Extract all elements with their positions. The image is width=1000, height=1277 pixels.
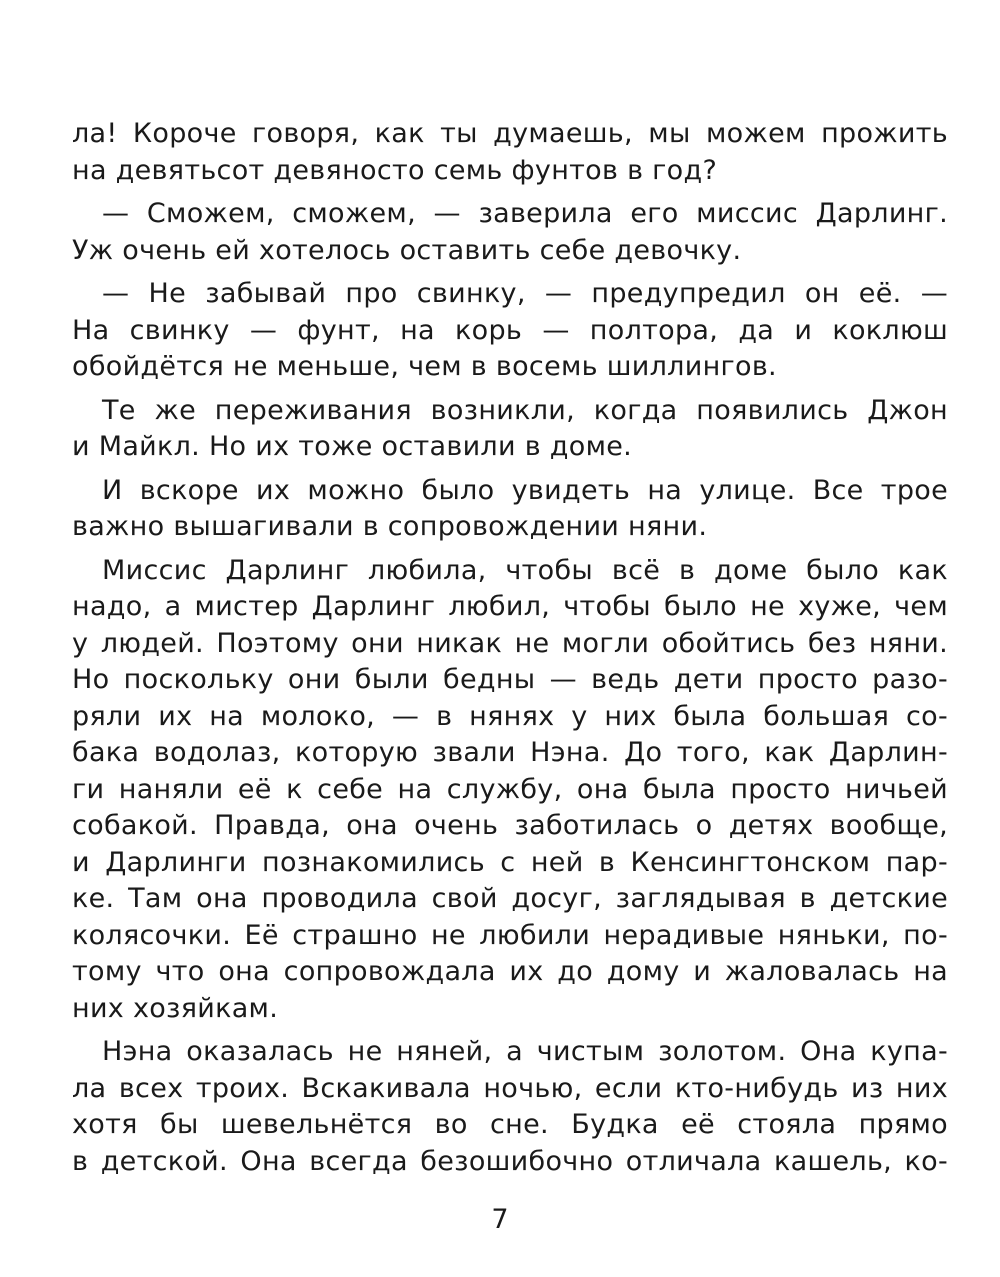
text-line: них хозяйкам. <box>72 992 279 1024</box>
text-line: Те же переживания возникли, когда появились Джон <box>102 394 948 426</box>
text-line: Миссис Дарлинг любила, чтобы всё в доме было как <box>102 554 948 586</box>
text-line: и Дарлинги познакомились с ней в Кенсингтонском пар- <box>72 846 948 878</box>
text-line: обойдётся не меньше, чем в восемь шиллингов. <box>72 351 777 382</box>
text-line: важно вышагивали в сопровождении няни. <box>72 511 708 542</box>
text-line: собакой. Правда, она очень заботилась о детях вообще, <box>72 810 948 841</box>
text-line: ла! Короче говоря, как ты думаешь, мы можем прожить <box>72 118 948 149</box>
paragraph <box>72 276 948 386</box>
paragraph <box>72 393 948 466</box>
paragraph <box>72 553 948 1028</box>
text-line: у людей. Поэтому они никак не могли обойтись без няни. <box>72 627 948 659</box>
text-line: на девятьсот девяносто семь фунтов в год? <box>72 154 718 186</box>
text-line: ряли их на молоко, — в нянях у них была большая со- <box>72 700 948 732</box>
text-line: — Сможем, сможем, — заверила его миссис Дарлинг. <box>102 198 948 229</box>
page-number: 7 <box>491 1204 509 1235</box>
text-line: надо, а мистер Дарлинг любил, чтобы было не хуже, чем <box>72 591 948 622</box>
text-line: и Майкл. Но их тоже оставили в доме. <box>72 431 633 462</box>
text-line: колясочки. Её страшно не любили нерадивые няньки, по- <box>72 919 948 951</box>
text-line: Но поскольку они были бедны — ведь дети просто разо- <box>72 664 948 695</box>
text-line: ги наняли её к себе на службу, она была просто ничьей <box>72 773 948 805</box>
book-page-text <box>72 116 948 1180</box>
paragraph <box>72 1034 948 1180</box>
text-line: Уж очень ей хотелось оставить себе девочку. <box>72 234 742 266</box>
paragraph <box>72 116 948 189</box>
text-line: ла всех троих. Вскакивала ночью, если кто-нибудь из них <box>72 1072 948 1104</box>
text-line: — Не забывай про свинку, — предупредил он её. — <box>102 278 948 309</box>
paragraph <box>72 196 948 269</box>
text-line: На свинку — фунт, на корь — полтора, да и коклюш <box>72 314 948 346</box>
paragraph <box>72 473 948 546</box>
text-line: ке. Там она проводила свой досуг, заглядывая в детские <box>72 883 948 914</box>
text-line: Нэна оказалась не няней, а чистым золотом. Она купа- <box>102 1036 948 1067</box>
text-line: бака водолаз, которую звали Нэна. До того, как Дарлин- <box>72 737 948 768</box>
text-line: И вскоре их можно было увидеть на улице. Все трое <box>102 474 948 506</box>
text-line: тому что она сопровождала их до дому и жаловалась на <box>72 956 948 987</box>
text-line: хотя бы шевельнётся во сне. Будка её стояла прямо <box>72 1109 948 1140</box>
text-line: в детской. Она всегда безошибочно отличала кашель, ко- <box>72 1145 948 1177</box>
